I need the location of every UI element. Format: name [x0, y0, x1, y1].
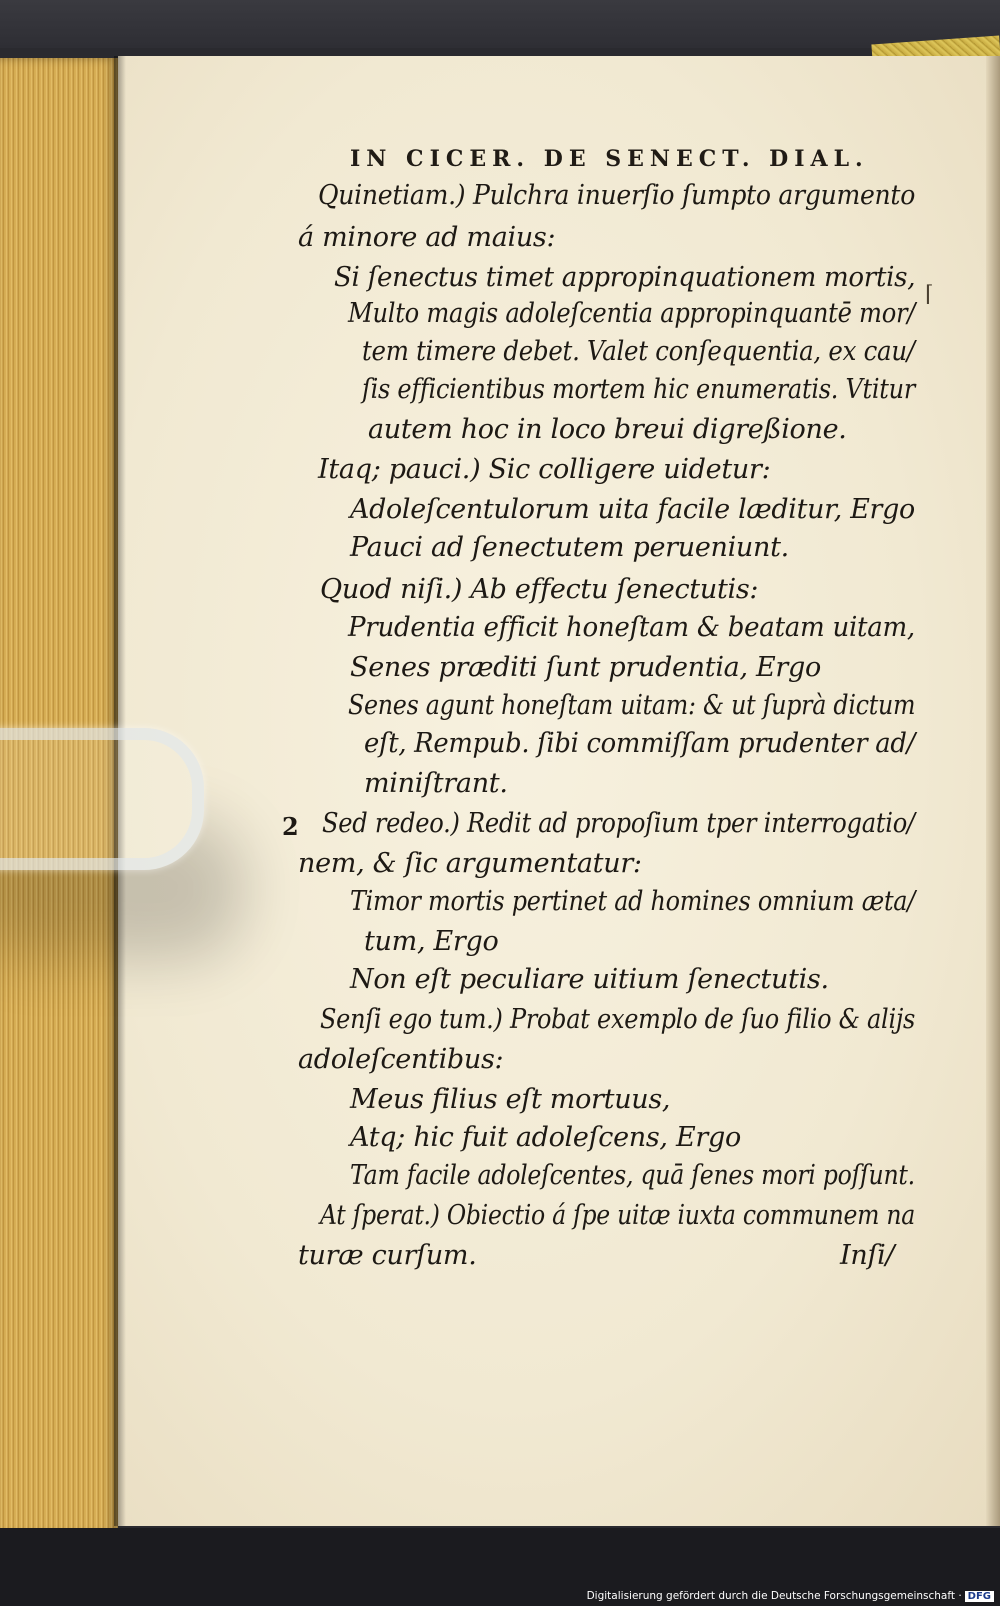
text-line: Non eſt peculiare uitium ſenectutis. — [350, 964, 829, 995]
text-line: tum, Ergo — [364, 926, 499, 957]
catchword: Inſi/ — [840, 1240, 895, 1271]
text-line: autem hoc in loco breui digreßione. — [368, 414, 847, 445]
text-line: Multo magis adoleſcentia appropinquantē mor/ — [348, 298, 916, 329]
text-line: Quod niſi.) Ab effectu ſenectutis: — [320, 574, 759, 605]
text-line: Senes præditi ſunt prudentia, Ergo — [350, 652, 821, 683]
text-line: Senes agunt honeſtam uitam: & ut ſuprà dictum — [348, 690, 916, 721]
text-line: eſt, Rempub. ſibi commiſſam prudenter ad/ — [364, 728, 916, 759]
text-line: Senſi ego tum.) Probat exemplo de ſuo filio & alijs — [320, 1004, 916, 1035]
text-line: Prudentia efficit honeſtam & beatam uitam, — [348, 612, 915, 643]
dfg-logo: DFG — [965, 1591, 994, 1602]
text-line: Sed redeo.) Redit ad propoſium tper interrogatio/ — [322, 808, 915, 839]
text-line: Meus filius eſt mortuus, — [350, 1084, 671, 1115]
text-line: Tam facile adoleſcentes, quā ſenes mori poſſunt. — [350, 1160, 915, 1191]
text-line: turæ curſum. — [298, 1240, 477, 1271]
text-line: Atq; hic fuit adoleſcens, Ergo — [350, 1122, 741, 1153]
text-line: Timor mortis pertinet ad homines omnium æta/ — [350, 886, 916, 917]
text-line: Si ſenectus timet appropinquationem mortis, — [334, 262, 916, 293]
text-line: miniſtrant. — [364, 768, 508, 799]
text-line: Pauci ad ſenectutem perueniunt. — [350, 532, 789, 563]
credit-text: Digitalisierung gefördert durch die Deutsche Forschungsgemeinschaft · — [586, 1590, 962, 1602]
text-line: ſis efficientibus mortem hic enumeratis. Vtitur — [362, 374, 916, 405]
digitization-credit — [587, 1590, 994, 1602]
text-line: á minore ad maius: — [298, 222, 556, 253]
text-line: tem timere debet. Valet conſequentia, ex cau/ — [362, 336, 915, 367]
running-head: IN CICER. DE SENECT. DIAL. — [350, 146, 869, 172]
marginal-number: 2 — [282, 812, 299, 841]
text-line: Quinetiam.) Pulchra inuerſio ſumpto argumento — [318, 180, 916, 211]
margin-mark: ⌈ — [925, 282, 934, 307]
text-line: adoleſcentibus: — [298, 1044, 504, 1075]
text-line: Adoleſcentulorum uita facile læditur, Ergo — [350, 494, 915, 525]
text-line: Itaq; pauci.) Sic colligere uidetur: — [318, 454, 771, 485]
text-line: At ſperat.) Obiectio á ſpe uitæ iuxta communem na — [320, 1200, 916, 1231]
text-line: nem, & ſic argumentatur: — [298, 848, 642, 879]
